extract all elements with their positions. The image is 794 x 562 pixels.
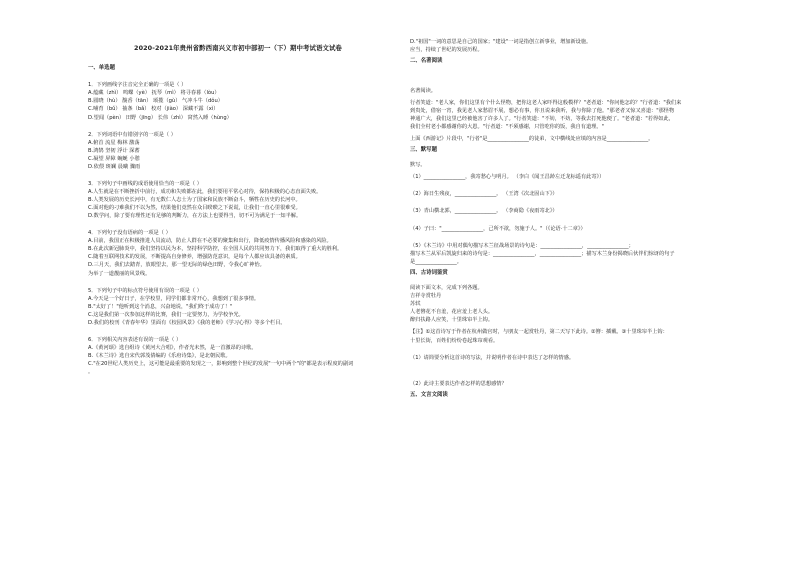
reading-title: 名著阅读。 <box>410 87 436 94</box>
option: A.《黄河颂》选自组诗《黄河大合唱》，作者光未然，是一首激昂的诗歌。 <box>88 344 257 351</box>
option: B.在此次新冠肺炎中，我们坚持以民为本，坚持科学防控，在全国人民的共同努力下，我们取得了重大的胜利。 <box>88 246 343 253</box>
question-3 <box>88 180 388 220</box>
poem-note: 十里长街，百姓们纷纷卷起珠帘观看。 <box>410 337 499 344</box>
reading-passage-line: 神通广大，我们这里已经被他害了许多人了。"行者笑道："不妨，不妨，等我去打死他便了。"老者道："若得如此， <box>410 115 674 122</box>
poem-note: 【注】①这首诗写于作者在杭州做官时，与朋友一起赏牡丹，第二天写下此诗。②簪：插戴。③十里珠帘半上钩： <box>410 329 668 336</box>
question-stem: 6．下列相关内容表述有误的一项是（ ） <box>88 336 182 343</box>
option: B.鸿鹄 坚韧 浮计 深蓄 <box>88 147 140 154</box>
dictation-item: 描写木兰从军后凯旋归来的诗句是：________________，________________；描写木兰身份揭晓后伙伴们惊讶的句子 <box>410 250 675 257</box>
reading-passage-line: 到贵处，借宿一宵，我见老人家愁眉不展，想必有事，你且说来我听，我与你除了他。"那老者又惊又喜道："那怪物 <box>410 107 675 114</box>
section-single-choice: 一、单选题 <box>88 64 115 71</box>
option: D.数学问，除了要有理性还有足够的判断力，在方法上也要得当，切不可为满足于一知半解。 <box>88 213 302 220</box>
continued-option: D."祖国"一词的意思是自己的国家；"建设"一词是指创立新事业，增加新设施。 <box>410 39 592 45</box>
option: A.今天是一个好日子，在学校里，同学们都非常开心，我想到了很多事情。 <box>88 295 260 302</box>
reading-passage-line: 行者笑道："老人家，你们这里有个什么怪物，把你这老人家吓得这般模样？"老者道："你问他怎的？"行者道："我们来 <box>410 99 682 106</box>
poem-question: （2）此诗主要表达作者怎样的思想感情？ <box>410 380 507 387</box>
option: D.望闻（pèn） 田野（jīng） 长伟（zhì） 窝然入睡（hùng） <box>88 114 232 121</box>
continued-option: 应当，持续了世纪的发展历程。 <box>410 47 483 54</box>
poem-intro: 阅读下面文本，完成下列各题。 <box>410 285 483 292</box>
option-continuation: 为举了一道靓丽的风景线。 <box>88 270 151 277</box>
question-stem: 5．下列句子中的标点符号使用有误的一项是（ ） <box>88 287 202 294</box>
option: C."在20世纪人类历史上，这可能是最重要的发现之一，影响到整个世纪的发展"一句中两个"的"都是表示程度的副词 <box>88 361 354 368</box>
reading-question: 上面《西游记》片段中，"行者"是________________的徒弟，文中横线处应填的内容是________________。 <box>410 135 654 142</box>
option: C.凝望 屏障 蜿蜒 小憩 <box>88 155 140 162</box>
option: C.哺育（bǔ） 抽条（bǎ） 校对（jiào） 深藏不露（xì） <box>88 106 219 113</box>
option: B.人类发展的历史长河中，有无数仁人志士为了国家和民族不断奋斗，牺牲在历史的长河中。 <box>88 197 301 204</box>
option: C.面对他的刁难我们不以为然，结果他们竟然在众目睽睽之下说谎，让我们一直心里很难受。 <box>88 205 301 212</box>
question-5 <box>88 287 388 327</box>
question-stem: 1．下列画线字注音完全正确的一项是（ ） <box>88 82 187 89</box>
left-column <box>88 0 388 376</box>
question-6 <box>88 336 388 376</box>
poem-title: 吉祥寺赏牡丹 <box>410 293 442 300</box>
poem-question: （1）请简要分析这首诗的写法，并说明作者在诗中表达了怎样的情感。 <box>410 354 575 361</box>
poem-line: 醉归扶路人应笑，十里珠帘半上钩。 <box>410 317 494 324</box>
option: B.圆晓（hù） 馥香（tān） 颂揽（gù） 气冲斗牛（dǒu） <box>88 98 223 105</box>
option: A.人生就是在不断挫折中前行，成功和失败都在此，我们要用平常心对待，保持积极的心态直面失败。 <box>88 188 322 195</box>
question-1 <box>88 81 388 121</box>
question-stem: 4．下列句子没有语病的一项是（ ） <box>88 230 171 237</box>
option: D.依偎 斑斓 晨曦 骤雨 <box>88 163 141 170</box>
option-continuation: 。 <box>88 369 94 376</box>
option: A.蕴藏（zhì） 鸣蝶（yè） 抚琴（mì） 将寻春暮（lòu） <box>88 90 220 97</box>
option: B."太好了！"他听到这个消息，兴奋地说，"我们终于成功了！" <box>88 303 233 310</box>
option: B.《木兰诗》选自宋代郭茂倩编的《乐府诗集》，是北朝民歌。 <box>88 353 231 360</box>
section-dictation: 三、默写题 <box>410 146 437 153</box>
dictation-item: （5）《木兰诗》中用对偶句描写木兰征战场景的诗句是：________________，________________； <box>410 242 634 249</box>
dictation-item: （2）海日生残夜，________________。 （王湾《次北固山下》） <box>410 191 558 198</box>
option: A.俯首 流星 梅林 激荡 <box>88 139 140 146</box>
dictation-item: （3）青山横北郭，________________。 （李商隐《夜雨寄北》） <box>410 208 558 215</box>
dictation-item: （1）________________，我寄愁心与明月。 （李白《闻王昌龄左迁龙标遥有此寄》） <box>410 174 605 181</box>
option: C.随着互联网技术的发展，不断提高自身修养，增强防范意识，是每个人都应该具备的素质。 <box>88 254 301 261</box>
option: D.三月天，我们去踏青，放眼望去，那一望无际的绿色田野，令我心旷神怡。 <box>88 262 265 269</box>
question-stem: 2．下列词语中有错别字的一项是（ ） <box>88 131 176 138</box>
section-poetry: 四、古诗词鉴赏 <box>410 269 448 276</box>
option: D.我们的校刊《青春年华》里面有《校园风景》《我的老师》《学习心得》等多个栏目。 <box>88 319 286 326</box>
poem-author: 苏轼 <box>410 301 421 308</box>
reading-passage-line: 我们全村老小都感谢你的大恩。"行者道："不须感谢，只管吃你的饭，我自有道理。" <box>410 123 604 130</box>
dictation-item: （4）子曰："________________，己所不欲，勿施于人。"（《论语·十二章》） <box>410 225 586 232</box>
question-stem: 3．下列句子中画线的成语使用恰当的一项是（ ） <box>88 180 202 187</box>
poem-line: 人老簪花不自羞，花应羞上老人头。 <box>410 309 494 316</box>
dictation-item: 是________________。 <box>410 258 462 265</box>
option: A.目前，我国正在积极推进人员流动，防止人群在不必要的聚集和出行，降低疫情传播风险和感染的风险。 <box>88 238 332 245</box>
question-4 <box>88 229 388 277</box>
option: C.这是我们第一次参加这样的比赛，我们一定要努力，为学校争光。 <box>88 311 244 318</box>
section-classical-chinese: 五、文言文阅读 <box>410 391 448 398</box>
right-column <box>410 38 772 402</box>
dictation-title: 默写。 <box>410 162 426 169</box>
section-classic-reading: 二、名著阅读 <box>410 58 443 65</box>
question-2 <box>88 131 388 171</box>
document-title: 2020-2021年贵州省黔西南兴义市初中部初一（下）期中考试语文试卷 <box>134 44 342 52</box>
